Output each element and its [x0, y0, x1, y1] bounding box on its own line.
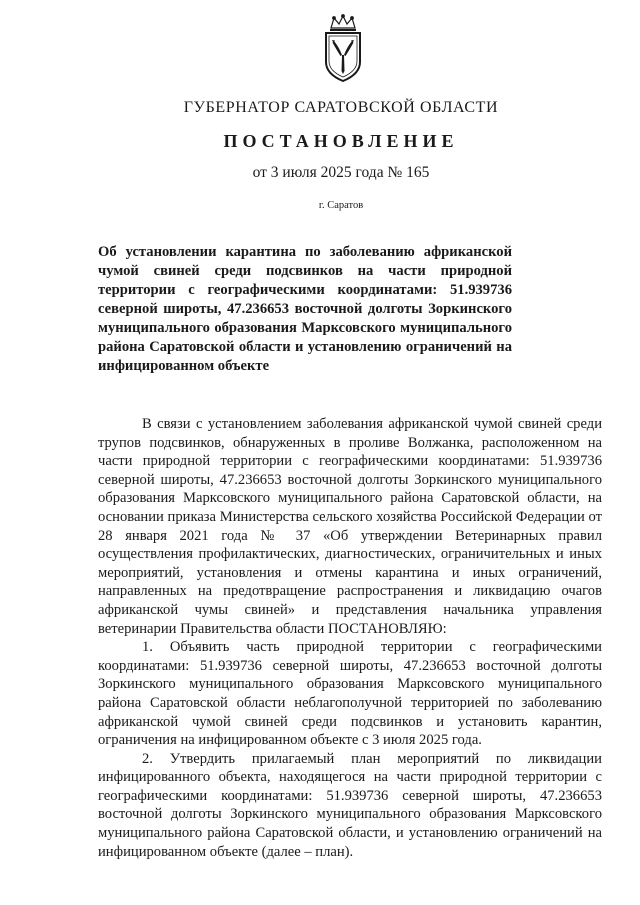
document-type: ПОСТАНОВЛЕНИЕ	[223, 131, 459, 151]
clause-1-paragraph: 1. Объявить часть природной территории с географическими координатами: 51.939736 северной широты, 47.236653 восточной долготы Зоркинского муниципального образования Марксовского муниципального района Саратовской области неблагополучной территорией по заболеванию африканской чумой свиней среди подсвинков и установить карантин, ограничения на инфицированном объекте с 3 июля 2025 года.	[98, 639, 602, 749]
preamble-paragraph: В связи с установлением заболевания африканской чумой свиней среди трупов подсвинков, обнаруженных в проливе Волжанка, расположенном на части природной территории с географическими координатами: 51.939736 северной широты, 47.236653 восточной долготы Зоркинского муниципального образования Марксовского муниципального района Саратовской области, на основании приказа Министерства сельского хозяйства Российской Федерации от 28 января 2021 года № 37 «Об утверждении Ветеринарных правил осуществления профилактических, диагностических, ограничительных и иных мероприятий, установления и отмены карантина и иных ограничений, направленных на предотвращение распространения и ликвидацию очагов африканской чумы свиней» и представления начальника управления ветеринарии Правительства области ПОСТАНОВЛЯЮ:	[98, 416, 602, 637]
document-date-number: от 3 июля 2025 года № 165	[252, 164, 430, 181]
document-city: г. Саратов	[318, 200, 364, 211]
saratov-coat-of-arms-icon	[317, 14, 369, 84]
issuing-authority: ГУБЕРНАТОР САРАТОВСКОЙ ОБЛАСТИ	[183, 99, 499, 116]
clause-2-paragraph: 2. Утвердить прилагаемый план мероприятий по ликвидации инфицированного объекта, находящегося на части природной территории с географическими координатами: 51.939736 северной широты, 47.236653 восточной долготы Зоркинского муниципального образования Марксовского муниципального района Саратовской области, и установлению ограничений на инфицированном объекте (далее – план).	[98, 750, 602, 860]
document-body	[98, 415, 602, 861]
document-title: Об установлении карантина по заболеванию африканской чумой свиней среди подсвинков на части природной территории с географическими координатами: 51.939736 северной широты, 47.236653 восточной долготы Зоркинского муниципального образования Марксовского муниципального района Саратовской области и установлению ограничений на инфицированном объекте	[98, 244, 512, 374]
